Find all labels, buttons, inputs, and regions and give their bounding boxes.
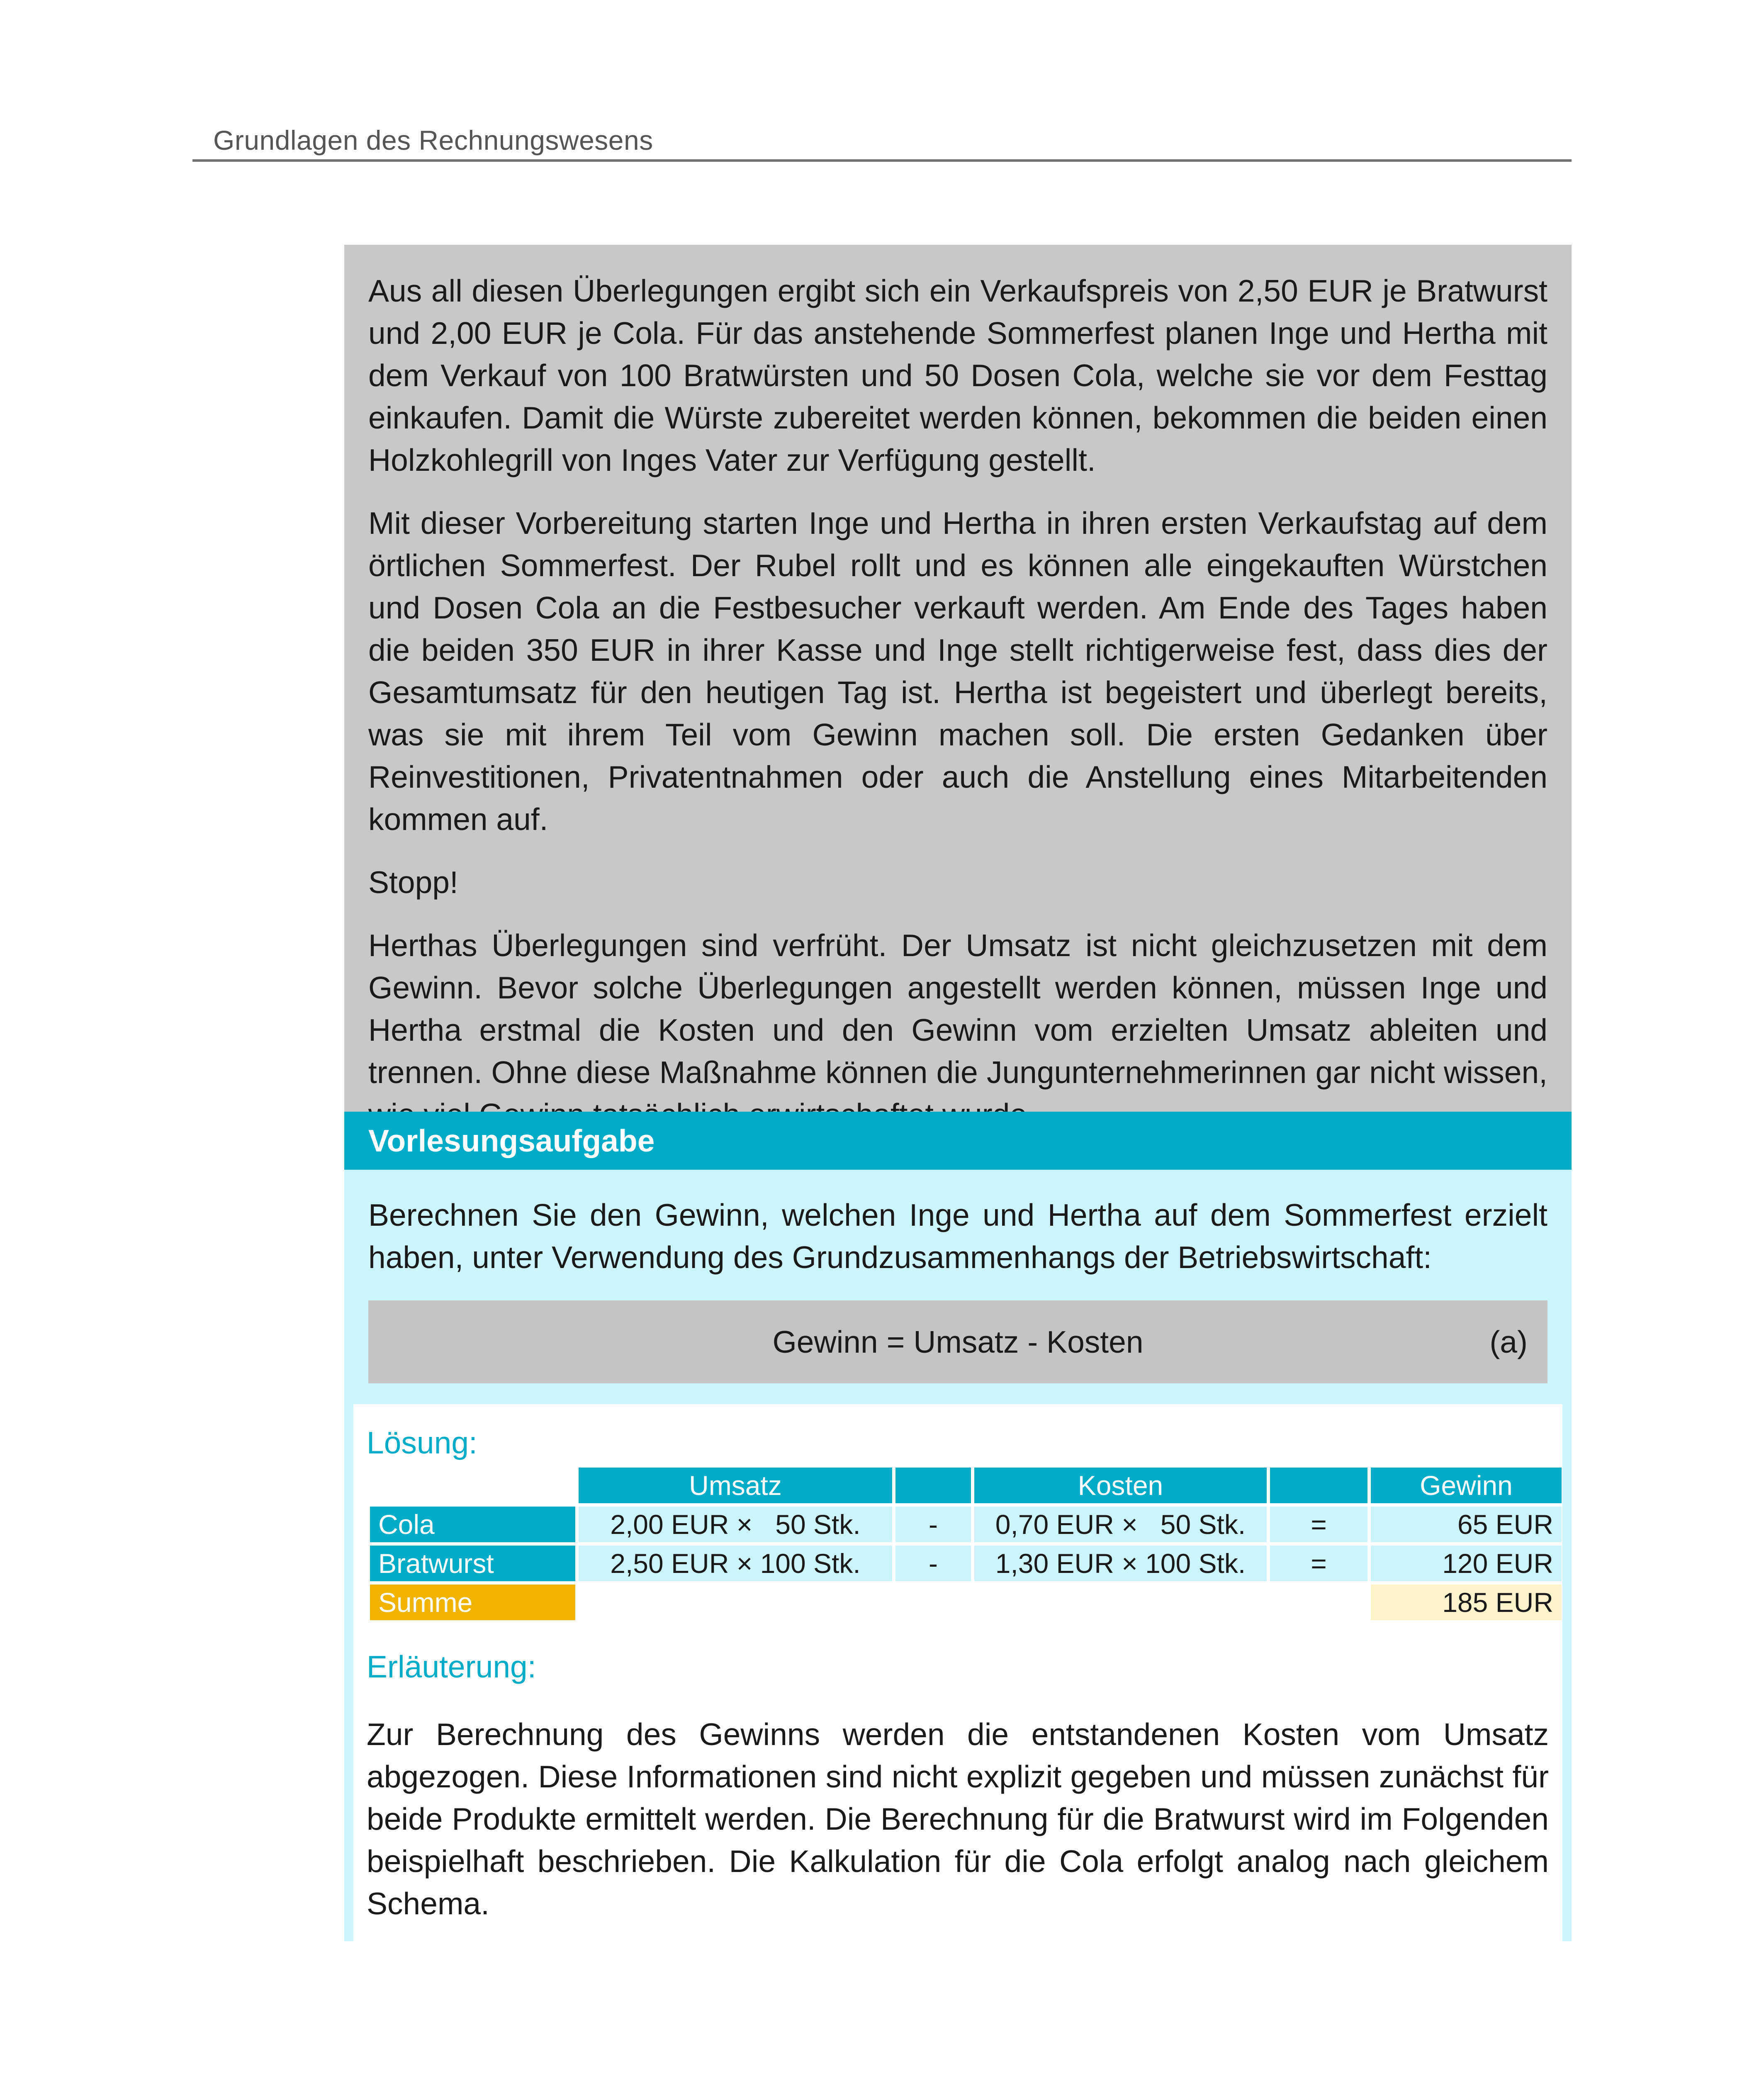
- solution-label: Lösung:: [367, 1425, 477, 1460]
- gewinn-cell: 65 EUR: [1371, 1507, 1562, 1542]
- equals-cell: =: [1270, 1507, 1367, 1542]
- story-paragraph-3: Stopp!: [368, 865, 458, 900]
- header-operator-cell: [1270, 1468, 1367, 1503]
- formula-label: (a): [1489, 1324, 1528, 1359]
- header-umsatz: Umsatz: [579, 1468, 892, 1503]
- header-operator-cell: [895, 1468, 971, 1503]
- umsatz-cell: 2,00 EUR × 50 Stk.: [579, 1507, 892, 1542]
- solution-table: [367, 1464, 1565, 1624]
- row-label: Cola: [370, 1507, 575, 1542]
- gewinn-cell: 120 EUR: [1371, 1546, 1562, 1581]
- sum-label: Summe: [370, 1585, 575, 1620]
- task-title: Vorlesungsaufgabe: [344, 1112, 1572, 1170]
- table-row: [370, 1546, 1562, 1581]
- umsatz-cell: 2,50 EUR × 100 Stk.: [579, 1546, 892, 1581]
- row-label: Bratwurst: [370, 1546, 575, 1581]
- table-header-row: [370, 1468, 1562, 1503]
- header-gewinn: Gewinn: [1371, 1468, 1562, 1503]
- formula: Gewinn = Umsatz - Kosten: [772, 1324, 1144, 1359]
- explanation-label: Erläuterung:: [367, 1649, 536, 1684]
- explanation-text: Zur Berechnung des Gewinns werden die entstandenen Kosten vom Umsatz abgezogen. Diese Informationen sind nicht explizit gegeben und müssen zunächst für beide Produkte ermittelt werden. Die Berechnung für die Bratwurst wird im Folgenden beispielhaft beschrieben. Die Kalkulation für die Cola erfolgt analog nach gleichem Schema.: [367, 1717, 1549, 1921]
- sum-value: 185 EUR: [1371, 1585, 1562, 1620]
- task-text: Berechnen Sie den Gewinn, welchen Inge und Hertha auf dem Sommerfest erzielt haben, unter Verwendung des Grundzusammenhangs der Betriebswirtschaft:: [368, 1198, 1547, 1275]
- formula-box: [368, 1300, 1547, 1383]
- header-empty-cell: [370, 1468, 575, 1503]
- minus-cell: -: [895, 1507, 971, 1542]
- minus-cell: -: [895, 1546, 971, 1581]
- table-row: [370, 1507, 1562, 1542]
- header-kosten: Kosten: [974, 1468, 1267, 1503]
- empty-cell: [895, 1585, 971, 1620]
- story-paragraph-4: Herthas Überlegungen sind verfrüht. Der Umsatz ist nicht gleichzusetzen mit dem Gewinn. Bevor solche Überlegungen angestellt werden können, müssen Inge und Hertha erstmal die Kosten und den Gewinn vom erzielten Umsatz ableiten und trennen. Ohne diese Maßnahme können die Jungunternehmerinnen gar nicht wissen,: [368, 928, 1547, 1090]
- empty-cell: [974, 1585, 1267, 1620]
- header-divider: [192, 159, 1572, 162]
- kosten-cell: 0,70 EUR × 50 Stk.: [974, 1507, 1267, 1542]
- running-header: Grundlagen des Rechnungswesens: [213, 125, 653, 156]
- empty-cell: [1270, 1585, 1367, 1620]
- story-paragraph-1: Aus all diesen Überlegungen ergibt sich ein Verkaufspreis von 2,50 EUR je Bratwurst und 2,00 EUR je Cola. Für das anstehende Sommerfest planen Inge und Hertha mit dem Verkauf von 100 Bratwürsten und 50 Dosen Cola, welche sie vor dem Festtag einkaufen. Damit die Würste zubereitet werden können, bekommen die beiden einen Holzkohlegrill von Inges Vater zur Verfügung gestellt.: [368, 273, 1547, 477]
- empty-cell: [579, 1585, 892, 1620]
- story-paragraph-2: Mit dieser Vorbereitung starten Inge und Hertha in ihren ersten Verkaufstag auf dem örtlichen Sommerfest. Der Rubel rollt und es können alle eingekauften Würstchen und Dosen Cola an die Festbesucher verkauft werden. Am Ende des Tages haben die beiden 350 EUR in ihrer Kasse und Inge stellt richtigerweise fest, dass dies der Gesamtumsatz für den heutigen Tag ist. Hertha ist begeistert und überlegt bereits, was sie mit ihrem Teil vom Gewinn machen soll. Die ersten Gedanken über Reinvestitionen, Privatentnahmen oder auch die Anstellung eines Mitarbeitenden kommen auf.: [368, 506, 1547, 837]
- sum-row: [370, 1585, 1562, 1620]
- story-box: [344, 245, 1572, 1112]
- equals-cell: =: [1270, 1546, 1367, 1581]
- kosten-cell: 1,30 EUR × 100 Stk.: [974, 1546, 1267, 1581]
